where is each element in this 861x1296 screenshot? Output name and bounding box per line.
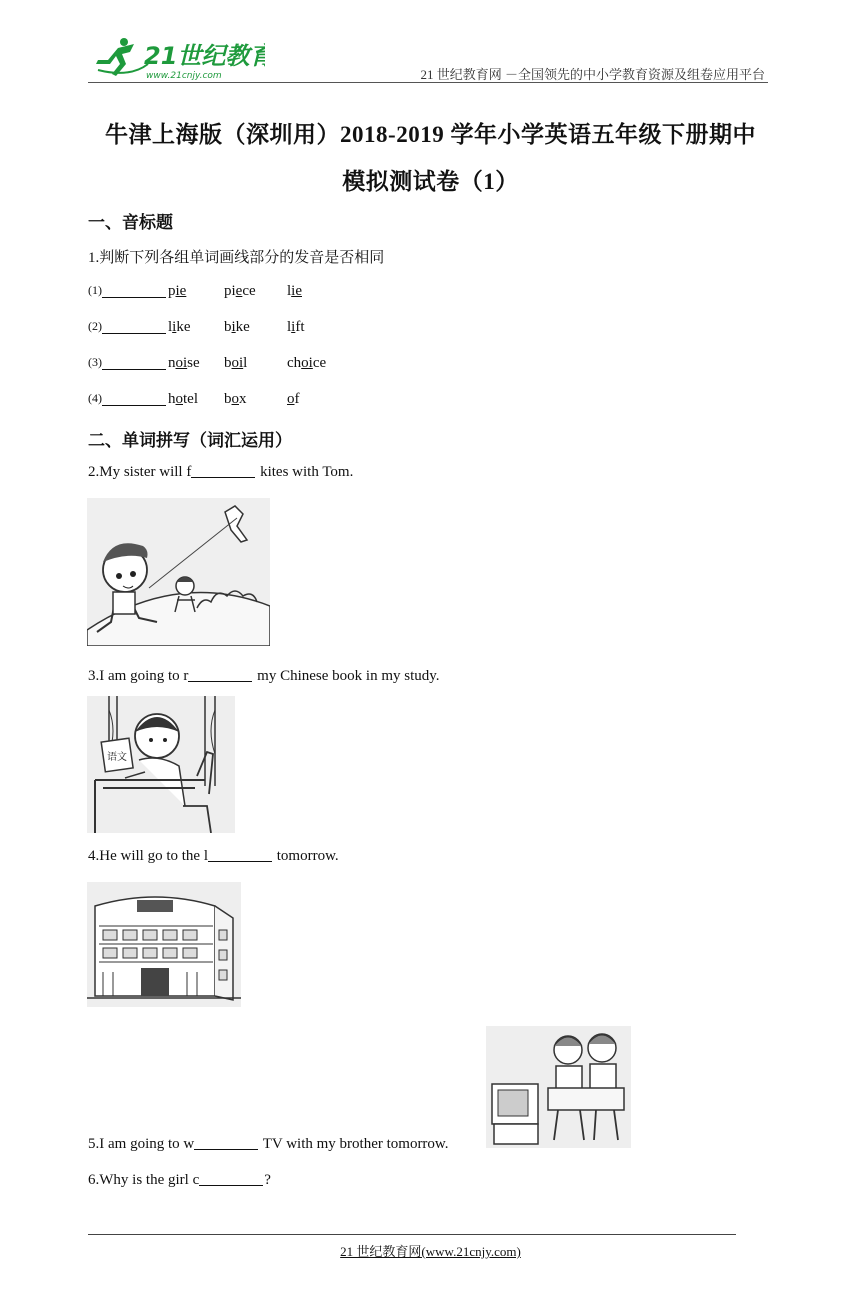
phonics-word: hotel — [168, 391, 198, 407]
logo-url: www.21cnjy.com — [146, 71, 222, 81]
kite-flying-illustration — [87, 498, 270, 646]
phonics-row — [88, 391, 167, 409]
book-label: 语文 — [107, 752, 127, 763]
item-number: (2) — [88, 319, 102, 333]
answer-blank[interactable] — [102, 355, 166, 370]
header-tagline: 21 世纪教育网 －全国领先的中小学教育资源及组卷应用平台 — [420, 67, 765, 82]
answer-blank[interactable] — [199, 1171, 263, 1186]
doc-title-line-1: 牛津上海版（深圳用）2018-2019 学年小学英语五年级下册期中 — [105, 122, 756, 147]
footer-link[interactable]: 21 世纪教育网(www.21cnjy.com) — [340, 1244, 521, 1259]
answer-blank[interactable] — [102, 319, 166, 334]
phonics-word: of — [287, 391, 300, 407]
answer-blank[interactable] — [191, 463, 255, 478]
phonics-word: like — [168, 319, 191, 335]
watching-tv-illustration — [486, 1026, 631, 1148]
runner-logo-icon — [90, 34, 265, 82]
phonics-word: lie — [287, 283, 302, 299]
phonics-word: piece — [224, 283, 256, 299]
phonics-word: bike — [224, 319, 250, 335]
footer-divider — [88, 1234, 736, 1235]
answer-blank[interactable] — [102, 391, 166, 406]
phonics-row — [88, 319, 167, 337]
header-divider — [88, 82, 768, 83]
phonics-word: box — [224, 391, 247, 407]
question-6: 6.Why is the girl c ? — [88, 1172, 271, 1188]
section-1-heading: 一、音标题 — [88, 213, 173, 232]
answer-blank[interactable] — [208, 847, 272, 862]
question-3: 3.I am going to r my Chinese book in my study. — [88, 668, 440, 684]
phonics-word: pie — [168, 283, 187, 299]
question-2: 2.My sister will f kites with Tom. — [88, 464, 354, 480]
boy-reading-illustration — [87, 696, 235, 833]
item-number: (3) — [88, 355, 102, 369]
phonics-word: choice — [287, 355, 327, 371]
site-logo — [90, 34, 265, 82]
phonics-word: noise — [168, 355, 200, 371]
item-number: (4) — [88, 391, 102, 405]
answer-blank[interactable] — [194, 1135, 258, 1150]
item-number: (1) — [88, 283, 102, 297]
phonics-row — [88, 283, 167, 301]
question-5: 5.I am going to w TV with my brother tomorrow. — [88, 1136, 449, 1152]
phonics-word: lift — [287, 319, 305, 335]
question-1-prompt: 1.判断下列各组单词画线部分的发音是否相同 — [88, 250, 385, 266]
question-4: 4.He will go to the l tomorrow. — [88, 848, 339, 864]
phonics-word: boil — [224, 355, 248, 371]
library-building-illustration — [87, 882, 241, 1007]
phonics-row — [88, 355, 167, 373]
answer-blank[interactable] — [188, 667, 252, 682]
section-2-heading: 二、单词拼写（词汇运用） — [88, 431, 292, 450]
logo-text: 21世纪教育 — [144, 42, 265, 70]
answer-blank[interactable] — [102, 283, 166, 298]
doc-title-line-2: 模拟测试卷（1） — [342, 169, 519, 194]
